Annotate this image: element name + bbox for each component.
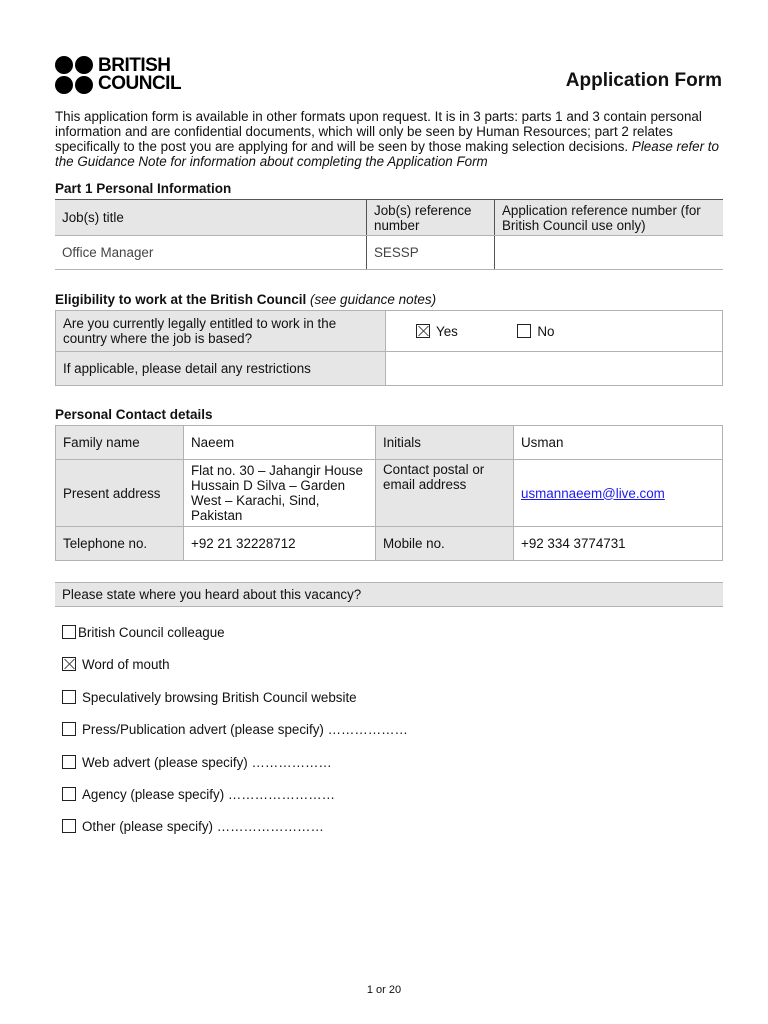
vacancy-option-label: Press/Publication advert (please specify) ……………… (82, 722, 408, 738)
eligibility-question: Are you currently legally entitled to work in the country where the job is based? (56, 311, 386, 352)
guidance-note: Please refer to the Guidance Note for information about completing the Application Form (55, 139, 719, 169)
restrictions-field[interactable] (386, 352, 723, 386)
british-council-logo (55, 56, 195, 96)
contact-title: Personal Contact details (55, 407, 213, 422)
vacancy-option-label: Web advert (please specify) ……………… (82, 754, 332, 770)
logo-word-council: COUNCIL (98, 73, 182, 94)
vacancy-checkbox[interactable] (62, 657, 76, 671)
intro-paragraph (55, 109, 730, 169)
eligibility-table (55, 310, 723, 386)
vacancy-checkbox[interactable] (62, 755, 76, 769)
yes-checkbox[interactable] (416, 324, 430, 338)
vacancy-checkbox[interactable] (62, 625, 76, 639)
vacancy-option-label: Speculatively browsing British Council website (82, 689, 357, 705)
family-name-label: Family name (56, 426, 184, 460)
initials-field[interactable]: Usman (514, 426, 723, 460)
family-name-field[interactable]: Naeem (184, 426, 376, 460)
eligibility-options (386, 311, 723, 352)
eligibility-title (55, 292, 436, 307)
mobile-label: Mobile no. (376, 527, 514, 561)
vacancy-header-table (55, 582, 723, 607)
telephone-label: Telephone no. (56, 527, 184, 561)
vacancy-checkbox[interactable] (62, 819, 76, 833)
logo-dots-icon (55, 56, 93, 94)
vacancy-question: Please state where you heard about this vacancy? (55, 583, 723, 607)
eligibility-subtitle: (see guidance notes) (310, 292, 437, 307)
initials-label: Initials (376, 426, 514, 460)
present-address-field[interactable]: Flat no. 30 – Jahangir House Hussain D Silva – Garden West – Karachi, Sind, Pakistan (184, 460, 376, 527)
contact-table (55, 425, 723, 561)
vacancy-option-label: Agency (please specify) …………………… (82, 786, 336, 802)
email-field[interactable] (514, 460, 723, 527)
postal-email-label: Contact postal or email address (376, 460, 514, 527)
vacancy-checkbox[interactable] (62, 787, 76, 801)
present-address-label: Present address (56, 460, 184, 527)
vacancy-option-web-advert[interactable] (62, 754, 408, 786)
vacancy-source-list (62, 624, 408, 851)
vacancy-option-press[interactable] (62, 721, 408, 753)
yes-label: Yes (436, 323, 458, 339)
vacancy-checkbox[interactable] (62, 722, 76, 736)
no-checkbox[interactable] (517, 324, 531, 338)
job-details-table (55, 199, 723, 270)
vacancy-option-label: British Council colleague (78, 625, 225, 640)
vacancy-option-label: Other (please specify) …………………… (82, 819, 324, 835)
form-title: Application Form (565, 70, 722, 91)
application-reference-field[interactable] (495, 236, 724, 270)
part1-title: Part 1 Personal Information (55, 181, 232, 196)
vacancy-option-website[interactable] (62, 689, 408, 721)
job-title-field[interactable]: Office Manager (55, 236, 367, 270)
page-number: 1 or 20 (366, 984, 402, 996)
job-reference-field[interactable]: SESSP (367, 236, 495, 270)
vacancy-option-word-of-mouth[interactable] (62, 656, 408, 688)
vacancy-option-colleague[interactable] (62, 624, 408, 656)
job-title-header: Job(s) title (55, 200, 367, 236)
intro-text: This application form is available in other formats upon request. It is in 3 parts: parts 1 and 3 contain personal information and are confidential documents, which will only be seen by Human Resources; part 2 relates specifically to the post you are applying for and will be seen by those making selection decisions. (55, 109, 702, 154)
restrictions-label: If applicable, please detail any restrictions (56, 352, 386, 386)
no-label: No (537, 323, 555, 339)
job-reference-header: Job(s) reference number (367, 200, 495, 236)
telephone-field[interactable]: +92 21 32228712 (184, 527, 376, 561)
eligibility-title-text: Eligibility to work at the British Council (55, 292, 307, 307)
mobile-field[interactable]: +92 334 3774731 (514, 527, 723, 561)
vacancy-checkbox[interactable] (62, 690, 76, 704)
email-link[interactable]: usmannaeem@live.com (521, 485, 665, 501)
vacancy-option-agency[interactable] (62, 786, 408, 818)
application-reference-header: Application reference number (for British Council use only) (495, 200, 724, 236)
vacancy-option-other[interactable] (62, 818, 408, 850)
logo-word-british: BRITISH (98, 55, 171, 76)
vacancy-option-label: Word of mouth (82, 657, 170, 673)
